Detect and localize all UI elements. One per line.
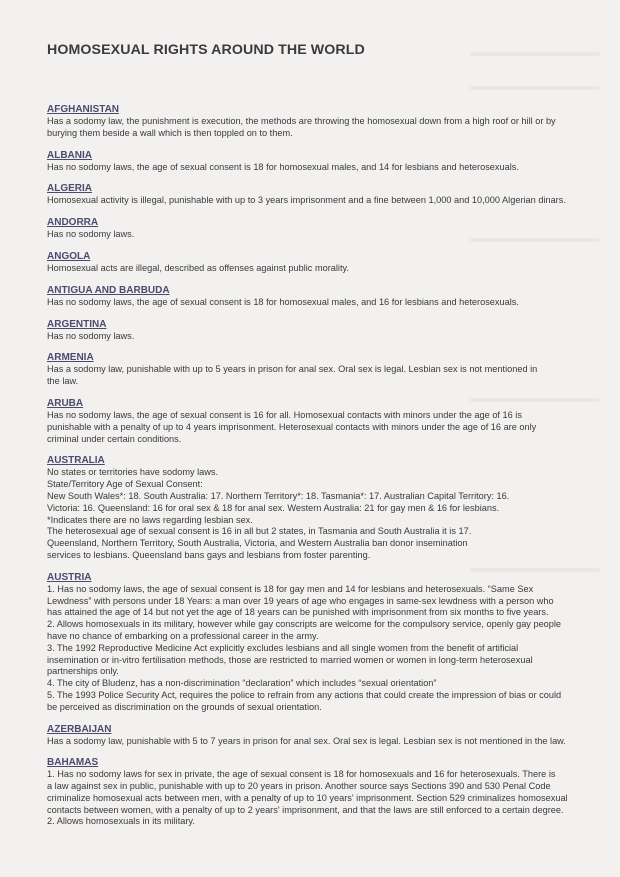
country-entry xyxy=(47,104,577,140)
country-text-line: 2. Allows homosexuals in its military, however while gay conscripts are welcome for the compulsory service, openly gay people xyxy=(47,619,562,630)
country-heading: AFGHANISTAN xyxy=(47,104,120,115)
country-heading: ALBANIA xyxy=(47,149,92,161)
country-heading: ALGERIA xyxy=(47,183,92,195)
country-heading: ANDORRA xyxy=(47,217,99,229)
country-text-line: a law against sex in public, punishable with up to 20 years in prison. Another source says Sections 390 and 530 Penal Code xyxy=(47,781,551,792)
country-text-line: be perceived as discrimination on the grounds of sexual orientation. xyxy=(47,701,322,712)
country-text-line: burying them beside a wall which is then toppled on to them. xyxy=(47,127,293,138)
country-text-line: Homosexual activity is illegal, punishable with up to 3 years imprisonment and a fine between 1,000 and 10,000 Algerian dinars. xyxy=(47,195,566,206)
country-entry xyxy=(47,183,577,207)
country-text-line: has attained the age of 14 but not yet the age of 18 years can be punished with imprisonment from six months to five years. xyxy=(47,607,549,618)
country-text-line: No states or territories have sodomy laws. xyxy=(47,467,219,478)
country-text-line: 1. Has no sodomy laws for sex in private, the age of sexual consent is 18 for homosexuals and 16 for heterosexuals. There is xyxy=(47,769,556,780)
country-text-line: Has no sodomy laws. xyxy=(47,330,135,341)
country-heading: ARMENIA xyxy=(47,352,94,364)
country-text-line: 5. The 1993 Police Security Act, requires the police to refrain from any actions that could create the impression of bias or could xyxy=(47,689,562,700)
country-entry xyxy=(47,285,577,309)
country-text-line: Has no sodomy laws. xyxy=(47,229,135,240)
country-text-line: have no chance of embarking on a professional career in the army. xyxy=(47,630,319,641)
country-text-line: criminal under certain conditions. xyxy=(47,433,182,444)
country-text-line: Has a sodomy law, punishable with 5 to 7 years in prison for anal sex. Oral sex is legal. Lesbian sex is not mentioned in the law. xyxy=(47,735,566,746)
country-text-line: *Indicates there are no laws regarding lesbian sex. xyxy=(47,514,253,525)
country-text-line: New South Wales*: 18. South Australia: 17. Northern Territory*: 18. Tasmania*: 17. Australian Capital Territory: 16. xyxy=(47,490,510,501)
country-heading: ANTIGUA AND BARBUDA xyxy=(47,284,170,296)
country-text-line: 4. The city of Bludenz, has a non-discrimination “declaration” which includes “sexual orientation” xyxy=(47,678,437,689)
country-text-line: The heterosexual age of sexual consent is 16 in all but 2 states, in Tasmania and South Australia it is 17. xyxy=(47,526,472,537)
country-text-line: punishable with a penalty of up to 4 years imprisonment. Heterosexual contacts with minors under the age of 16 are only xyxy=(47,421,537,432)
country-heading: AUSTRIA xyxy=(47,571,92,583)
country-text-line: Has no sodomy laws, the age of sexual consent is 18 for homosexual males, and 14 for lesbians and heterosexuals. xyxy=(47,161,519,172)
country-text-line: Has a sodomy law, punishable with up to 5 years in prison for anal sex. Oral sex is legal. Lesbian sex is not mentioned in xyxy=(47,364,538,375)
country-entry xyxy=(47,319,577,343)
country-entry xyxy=(47,757,577,828)
country-entry xyxy=(47,150,577,174)
bleed-through-mark xyxy=(470,86,600,90)
country-entries xyxy=(47,104,577,838)
country-text-line: 1. Has no sodomy laws, the age of sexual consent is 18 for gay men and 14 for lesbians and heterosexuals. “Same Sex xyxy=(47,583,534,594)
country-text-line: Victoria: 16. Queensland: 16 for oral sex & 18 for anal sex. Western Australia: 21 for gay men & 16 for lesbians. xyxy=(47,502,500,513)
country-text-line: Has no sodomy laws, the age of sexual consent is 18 for homosexual males, and 16 for lesbians and heterosexuals. xyxy=(47,296,519,307)
country-heading: ARGENTINA xyxy=(47,318,107,330)
country-entry xyxy=(47,724,577,748)
country-text-line: insemination or in-vitro fertilisation methods, those are restricted to married women or women in long-term heterosexual xyxy=(47,654,533,665)
country-text-line: 3. The 1992 Reproductive Medicine Act explicitly excludes lesbians and all single women from the benefit of artificial xyxy=(47,642,519,653)
country-entry xyxy=(47,455,577,561)
page-title: HOMOSEXUAL RIGHTS AROUND THE WORLD xyxy=(47,42,365,58)
country-heading: BAHAMAS xyxy=(47,757,99,769)
country-text-line: contacts between women, with a penalty of up to 2 years' imprisonment, and that the laws are still enforced to a certain degree. xyxy=(47,804,564,815)
country-text-line: Homosexual acts are illegal, described as offenses against public morality. xyxy=(47,262,349,273)
bleed-through-mark xyxy=(470,52,600,56)
country-entry xyxy=(47,352,577,388)
country-heading: AZERBAIJAN xyxy=(47,723,112,735)
country-text-line: 2. Allows homosexuals in its military. xyxy=(47,816,195,827)
country-heading: AUSTRALIA xyxy=(47,455,105,467)
country-text-line: services to lesbians. Queensland bans gays and lesbians from foster parenting. xyxy=(47,549,371,560)
country-text-line: State/Territory Age of Sexual Consent: xyxy=(47,479,203,490)
country-text-line: partnerships only. xyxy=(47,666,119,677)
country-entry xyxy=(47,217,577,241)
country-text-line: Lewdness” with persons under 18 Years: a man over 19 years of age who engages in same-sex lewdness with a person who xyxy=(47,595,554,606)
country-text-line: the law. xyxy=(47,376,79,387)
country-entry xyxy=(47,251,577,275)
country-heading: ARUBA xyxy=(47,397,84,409)
country-text-line: Has no sodomy laws, the age of sexual consent is 16 for all. Homosexual contacts with minors under the age of 16 is xyxy=(47,409,522,420)
country-entry xyxy=(47,572,577,714)
country-text-line: criminalize homosexual acts between men, with a penalty of up to 10 years' imprisonment. Section 529 criminalizes homosexual xyxy=(47,792,568,803)
country-heading: ANGOLA xyxy=(47,250,91,262)
country-text-line: Queensland, Northern Territory, South Australia, Victoria, and Western Australia ban donor insemination xyxy=(47,538,468,549)
country-entry xyxy=(47,398,577,445)
country-text-line: Has a sodomy law, the punishment is execution, the methods are throwing the homosexual down from a high roof or hill or by xyxy=(47,116,556,126)
